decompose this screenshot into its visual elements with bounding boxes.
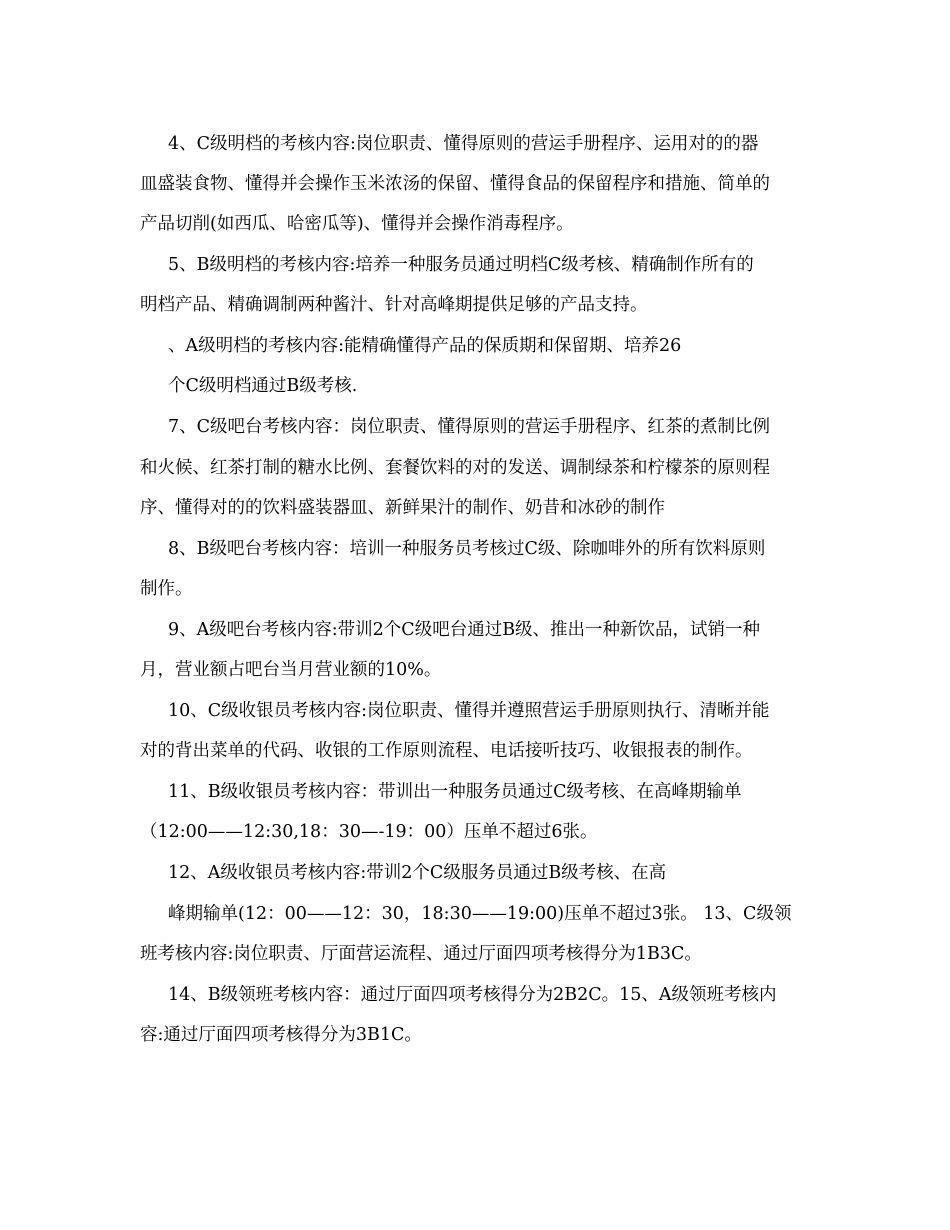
text-line: 容:通过厅面四项考核得分为3B1C。 [140,1025,422,1045]
text-line: 5、B级明档的考核内容:培养一种服务员通过明档C级考核、精确制作所有的 [168,255,754,275]
text-line: 制作。 [140,579,193,599]
text-line: 11、B级收银员考核内容：带训出一种服务员通过C级考核、在高峰期输单 [168,782,742,802]
text-line: 14、B级领班考核内容：通过厅面四项考核得分为2B2C。15、A级领班考核内 [168,985,777,1005]
text-line: 12、A级收银员考核内容:带训2个C级服务员通过B级考核、在高 [168,863,667,883]
text-line: 4、C级明档的考核内容:岗位职责、懂得原则的营运手册程序、运用对的的器 [168,134,759,154]
text-line: 8、B级吧台考核内容：培训一种服务员考核过C级、除咖啡外的所有饮料原则 [168,539,766,559]
text-line: （12:00——12:30,18：30—-19：00）压单不超过6张。 [140,822,598,842]
text-line: 个C级明档通过B级考核. [168,376,358,396]
text-line: 9、A级吧台考核内容:带训2个C级吧台通过B级、推出一种新饮品，试销一种 [168,620,761,640]
text-line: 明档产品、精确调制两种酱汁、针对高峰期提供足够的产品支持。 [140,295,648,315]
text-line: 对的背出菜单的代码、收银的工作原则流程、电话接听技巧、收银报表的制作。 [140,741,753,761]
text-line: 月，营业额占吧台当月营业额的10%。 [140,660,442,680]
text-line: 产品切削(如西瓜、哈密瓜等)、懂得并会操作消毒程序。 [140,214,574,234]
text-line: 7、C级吧台考核内容：岗位职责、懂得原则的营运手册程序、红茶的煮制比例 [168,417,771,437]
text-line: 序、懂得对的的饮料盛装器皿、新鲜果汁的制作、奶昔和冰砂的制作 [140,498,665,518]
text-line: 和火候、红茶打制的糖水比例、套餐饮料的对的发送、调制绿茶和柠檬茶的原则程 [140,458,770,478]
text-line: 峰期输单(12：00——12：30，18:30——19:00)压单不超过3张。 13、C级领 [168,904,792,924]
text-line: 班考核内容:岗位职责、厅面营运流程、通过厅面四项考核得分为1B3C。 [140,944,702,964]
text-line: 10、C级收银员考核内容:岗位职责、懂得并遵照营运手册原则执行、清晰并能 [168,701,770,721]
text-line: 皿盛装食物、懂得并会操作玉米浓汤的保留、懂得食品的保留程序和措施、简单的 [140,174,770,194]
text-line: 、A级明档的考核内容:能精确懂得产品的保质期和保留期、培养26 [168,336,682,356]
